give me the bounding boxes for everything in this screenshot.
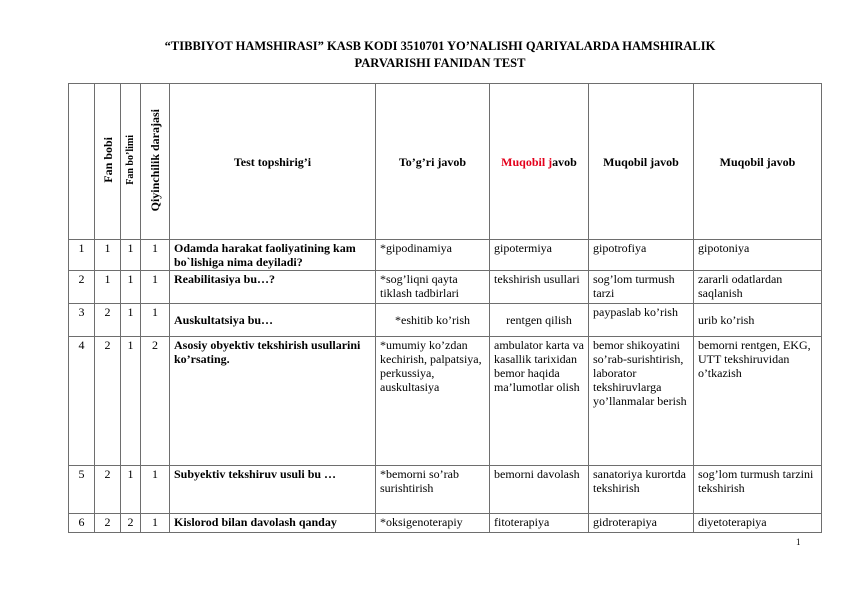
page-number: 1 [796, 537, 801, 547]
row-number: 1 [69, 240, 95, 271]
test-table [68, 83, 822, 533]
question-cell: Kislorod bilan davolash qanday [170, 514, 376, 533]
alt-answer-1-cell: ambulator karta va kasallik tarixidan bemor haqida ma’lumotlar olish [490, 337, 589, 466]
table-row [69, 304, 822, 337]
fan-bolimi-cell: 1 [121, 271, 141, 304]
fan-bolimi-cell: 1 [121, 240, 141, 271]
header-blank [69, 84, 95, 240]
table-row [69, 240, 822, 271]
qiyinchilik-cell: 1 [141, 466, 170, 514]
table-header-row [69, 84, 822, 240]
alt-answer-1-cell: fitoterapiya [490, 514, 589, 533]
header-muqobil-2: Muqobil javob [589, 84, 694, 240]
header-muqobil-1 [490, 84, 589, 240]
row-number: 4 [69, 337, 95, 466]
row-number: 5 [69, 466, 95, 514]
correct-answer-cell: *gipodinamiya [376, 240, 490, 271]
fan-bolimi-cell: 1 [121, 466, 141, 514]
alt-answer-2-cell: gipotrofiya [589, 240, 694, 271]
fan-bobi-cell: 2 [95, 337, 121, 466]
row-number: 3 [69, 304, 95, 337]
row-number: 2 [69, 271, 95, 304]
question-cell: Odamda harakat faoliyatining kam bo`lishiga nima deyiladi? [170, 240, 376, 271]
question-cell: Reabilitasiya bu…? [170, 271, 376, 304]
alt-answer-3-cell: diyetoterapiya [694, 514, 822, 533]
header-fan-bolimi [121, 84, 141, 240]
header-muqobil-3: Muqobil javob [694, 84, 822, 240]
alt-answer-2-cell: gidroterapiya [589, 514, 694, 533]
fan-bobi-cell: 1 [95, 271, 121, 304]
header-fan-bobi-label: Fan bobi [100, 137, 115, 183]
question-cell: Auskultatsiya bu… [170, 304, 376, 337]
table-row [69, 337, 822, 466]
alt-answer-1-cell: gipotermiya [490, 240, 589, 271]
alt-answer-2-cell: sanatoriya kurortda tekshirish [589, 466, 694, 514]
qiyinchilik-cell: 2 [141, 337, 170, 466]
alt-answer-2-cell: bemor shikoyatini so’rab-surishtirish, laborator tekshiruvlarga yo’llanmalar berish [589, 337, 694, 466]
header-fan-bolimi-label: Fan bo’limi [124, 135, 136, 185]
correct-answer-cell: *oksigenoterapiy [376, 514, 490, 533]
qiyinchilik-cell: 1 [141, 514, 170, 533]
alt-answer-3-cell: sog’lom turmush tarzini tekshirish [694, 466, 822, 514]
alt-answer-1-cell: rentgen qilish [490, 304, 589, 337]
correct-answer-cell: *eshitib ko’rish [376, 304, 490, 337]
row-number: 6 [69, 514, 95, 533]
table-row [69, 271, 822, 304]
table-row [69, 466, 822, 514]
alt-answer-3-cell: zararli odatlardan saqlanish [694, 271, 822, 304]
fan-bolimi-cell: 1 [121, 337, 141, 466]
header-togri-javob: To’g’ri javob [376, 84, 490, 240]
fan-bolimi-cell: 1 [121, 304, 141, 337]
fan-bolimi-cell: 2 [121, 514, 141, 533]
correct-answer-cell: *bemorni so’rab surishtirish [376, 466, 490, 514]
qiyinchilik-cell: 1 [141, 240, 170, 271]
alt-answer-3-cell: urib ko’rish [694, 304, 822, 337]
fan-bobi-cell: 2 [95, 304, 121, 337]
alt-answer-1-cell: bemorni davolash [490, 466, 589, 514]
alt-answer-3-cell: gipotoniya [694, 240, 822, 271]
document-title-line1: “TIBBIYOT HAMSHIRASI” KASB KODI 3510701 YO’NALISHI QARIYALARDA HAMSHIRALIK [164, 39, 716, 53]
question-cell: Asosiy obyektiv tekshirish usullarini ko’rsating. [170, 337, 376, 466]
header-fan-bobi [95, 84, 121, 240]
header-qiyinchilik [141, 84, 170, 240]
header-test: Test topshirig’i [170, 84, 376, 240]
header-qiyinchilik-label: Qiyinchilik darajasi [148, 108, 162, 212]
document-title-line2: PARVARISHI FANIDAN TEST [354, 56, 526, 70]
alt-answer-2-cell: paypaslab ko’rish [589, 304, 694, 337]
fan-bobi-cell: 2 [95, 514, 121, 533]
alt-answer-2-cell: sog’lom turmush tarzi [589, 271, 694, 304]
table-row [69, 514, 822, 533]
alt-answer-3-cell: bemorni rentgen, EKG, UTT tekshiruvidan o’tkazish [694, 337, 822, 466]
alt-answer-1-cell: tekshirish usullari [490, 271, 589, 304]
fan-bobi-cell: 1 [95, 240, 121, 271]
correct-answer-cell: *sog’liqni qayta tiklash tadbirlari [376, 271, 490, 304]
qiyinchilik-cell: 1 [141, 271, 170, 304]
header-muqobil-1-red: Muqobil j [501, 154, 553, 169]
header-muqobil-1-rest: avob [552, 154, 577, 169]
fan-bobi-cell: 2 [95, 466, 121, 514]
qiyinchilik-cell: 1 [141, 304, 170, 337]
correct-answer-cell: *umumiy ko’zdan kechirish, palpatsiya, perkussiya, auskultasiya [376, 337, 490, 466]
question-cell: Subyektiv tekshiruv usuli bu … [170, 466, 376, 514]
